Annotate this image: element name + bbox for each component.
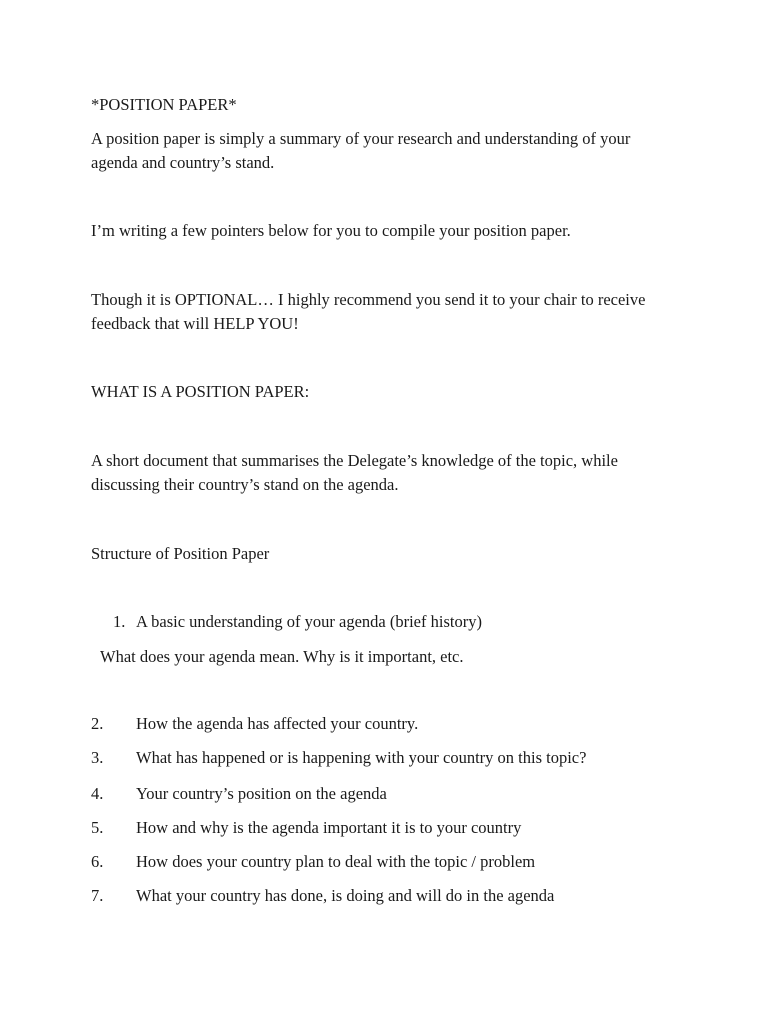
list-item-text: How the agenda has affected your country. [136,714,419,733]
list-item-number: 4. [91,784,104,803]
intro-paragraph: A position paper is simply a summary of your research and understanding of your agenda and country’s stand. [91,129,631,172]
list-item-text: Your country’s position on the agenda [136,784,387,803]
list-item-number: 1. [113,612,126,631]
list-item-text: A basic understanding of your agenda (brief history) [136,612,482,631]
structure-heading: Structure of Position Paper [91,544,270,563]
list-item-number: 3. [91,748,104,767]
list-item-text: How does your country plan to deal with the topic / problem [136,852,536,871]
what-is-heading: WHAT IS A POSITION PAPER: [91,382,310,401]
document-title: *POSITION PAPER* [91,95,237,114]
list-item-text: What has happened or is happening with your country on this topic? [136,748,587,767]
list-item-text: How and why is the agenda important it is to your country [136,818,522,837]
definition-paragraph: A short document that summarises the Delegate’s knowledge of the topic, while discussing their country’s stand on the agenda. [91,451,618,494]
list-item-number: 7. [91,886,104,905]
optional-paragraph: Though it is OPTIONAL… I highly recommend you send it to your chair to receive feedback that will HELP YOU! [91,290,646,333]
list-item-number: 2. [91,714,104,733]
pointers-paragraph: I’m writing a few pointers below for you to compile your position paper. [91,221,571,240]
list-item-text: What your country has done, is doing and will do in the agenda [136,886,555,905]
list-item-subtext: What does your agenda mean. Why is it important, etc. [100,647,464,666]
list-item-number: 5. [91,818,104,837]
list-item-number: 6. [91,852,104,871]
